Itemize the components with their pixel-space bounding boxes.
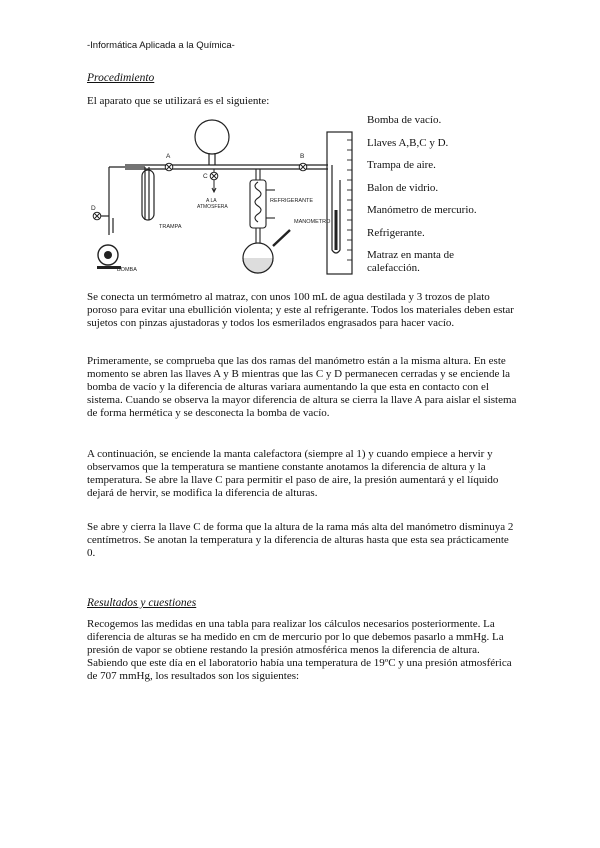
label-trampa: TRAMPA bbox=[159, 224, 182, 230]
paragraph-1: Se conecta un termómetro al matraz, con unos 100 mL de agua destilada y 3 trozos de plato poroso para evitar una ebullición violenta; y este al refrigerante. Todos los materiales deben estar sujetos con pinzas ajustadoras y todos los esmerilados engrasados para hacer vacío. bbox=[87, 291, 514, 329]
paragraph-3: A continuación, se enciende la manta calefactora (siempre al 1) y cuando empiece a hervir y observamos que la temperatura se mantiene constante anotamos la diferencia de altura y la temperatura. Se abre la llave C para permitir el paso de aire, la presión aumentará y el líquido dejará de hervir, se modifica la diferencia de alturas. bbox=[87, 448, 499, 499]
paragraph-4: Se abre y cierra la llave C de forma que la altura de la rama más alta del manómetro disminuya 2 centímetros. Se anotan la temperatura y la diferencia de alturas hasta que esta sea prácticamente 0. bbox=[87, 521, 514, 559]
section-title-procedimiento: Procedimiento bbox=[87, 72, 155, 84]
page-header: -Informática Aplicada a la Química- bbox=[87, 40, 235, 51]
label-refrigerante: REFRIGERANTE bbox=[270, 198, 314, 204]
label-a: A bbox=[166, 153, 171, 160]
valve-c-icon bbox=[210, 169, 218, 192]
condenser-icon bbox=[250, 169, 275, 243]
valve-d-icon bbox=[93, 212, 101, 220]
label-atmosfera-1: A LA bbox=[206, 198, 217, 204]
manometer-icon bbox=[327, 132, 352, 274]
section-title-resultados: Resultados y cuestiones bbox=[87, 597, 197, 609]
legend-item: Manómetro de mercurio. bbox=[367, 204, 477, 216]
legend-item: Matraz en manta de calefacción. bbox=[367, 249, 455, 274]
legend-item: Balon de vidrio. bbox=[367, 181, 439, 194]
valve-a-icon bbox=[165, 163, 173, 171]
label-bomba: BOMBA bbox=[117, 267, 137, 273]
intro-text: El aparato que se utilizará es el siguiente: bbox=[87, 95, 270, 107]
label-c: C bbox=[203, 173, 208, 180]
vacuum-pump-icon bbox=[97, 245, 121, 269]
apparatus-diagram bbox=[85, 110, 360, 280]
label-atmosfera-2: ATMOSFERA bbox=[197, 204, 228, 210]
legend-item: Trampa de aire. bbox=[367, 159, 436, 171]
label-manometro: MANOMETRO bbox=[294, 219, 331, 225]
apparatus-legend bbox=[367, 114, 487, 285]
legend-item: Bomba de vacío. bbox=[367, 114, 442, 126]
paragraph-2: Primeramente, se comprueba que las dos ramas del manómetro están a la misma altura. En este momento se abren las llaves A y B mientras que las C y D permanecen cerradas y se enciende la bomba de vacío y la diferencia de alturas variara aumentando la que esta en contacto con el sistema. Cuando se observa la mayor diferencia de altura se cierra la llave A para aislar el sistema de forma hermética y se desconecta la bomba de vacío. bbox=[87, 355, 517, 419]
paragraph-resultados: Recogemos las medidas en una tabla para realizar los cálculos necesarios posteriormente. La diferencia de alturas se ha medido en cm de mercurio por lo que debemos pasarlo a mmHg. La presión de vapor se obtiene restando la presión atmosférica menos la diferencia de altura. Sabiendo que este día en el laboratorio había una temperatura de 19ºC y una presión atmosférica de 707 mmHg, los resultados son los siguientes: bbox=[87, 618, 512, 682]
flask-icon bbox=[243, 230, 290, 273]
legend-item: Llaves A,B,C y D. bbox=[367, 136, 449, 149]
valve-b-icon bbox=[299, 163, 307, 171]
label-b: B bbox=[300, 153, 305, 160]
legend-item: Refrigerante. bbox=[367, 226, 425, 239]
glass-balloon-icon bbox=[195, 120, 229, 165]
label-d: D bbox=[91, 205, 96, 212]
